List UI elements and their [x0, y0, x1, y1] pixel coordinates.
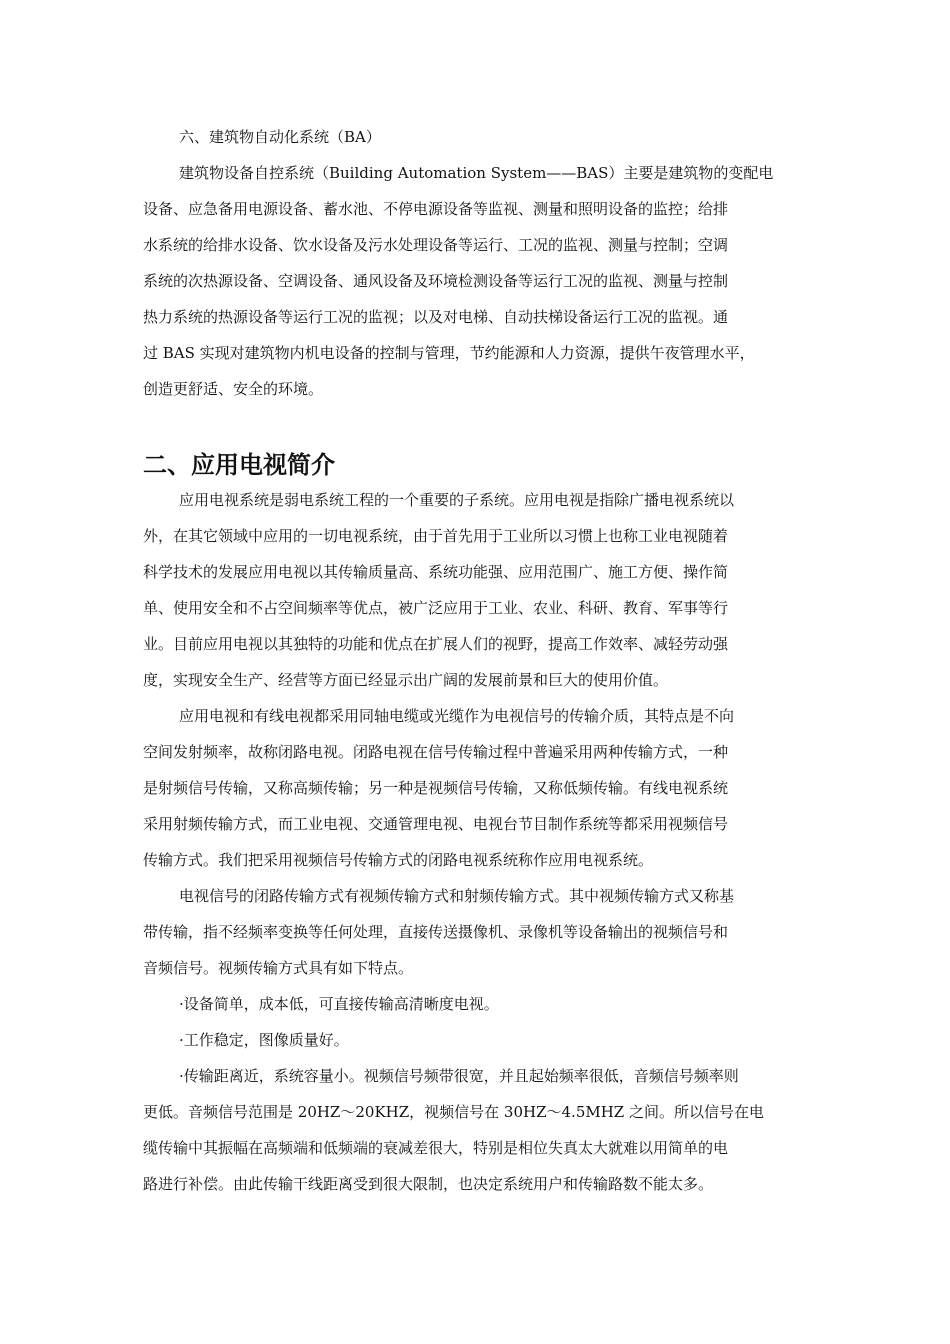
- body-text-line: 缆传输中其振幅在高频端和低频端的衰减差很大，特别是相位失真太大就难以用简单的电: [143, 1139, 729, 1157]
- body-text-line: 应用电视系统是弱电系统工程的一个重要的子系统。应用电视是指除广播电视系统以: [179, 491, 735, 509]
- body-text-line: 空间发射频率，故称闭路电视。闭路电视在信号传输过程中普遍采用两种传输方式，一种: [143, 743, 729, 761]
- body-text-line: 单、使用安全和不占空间频率等优点，被广泛应用于工业、农业、科研、教育、军事等行: [143, 599, 729, 617]
- body-text-line: 是射频信号传输，又称高频传输；另一种是视频信号传输，又称低频传输。有线电视系统: [143, 779, 729, 797]
- body-text-line: 音频信号。视频传输方式具有如下特点。: [143, 959, 414, 977]
- bullet-item: ·工作稳定，图像质量好。: [179, 1031, 349, 1049]
- body-text-line: 热力系统的热源设备等运行工况的监视；以及对电梯、自动扶梯设备运行工况的监视。通: [143, 308, 729, 326]
- body-text-line: 外，在其它领域中应用的一切电视系统，由于首先用于工业所以习惯上也称工业电视随着: [143, 527, 729, 545]
- body-text-line: 系统的次热源设备、空调设备、通风设备及环境检测设备等运行工况的监视、测量与控制: [143, 272, 729, 290]
- body-text-line: 带传输，指不经频率变换等任何处理，直接传送摄像机、录像机等设备输出的视频信号和: [143, 923, 729, 941]
- body-text-line: 路进行补偿。由此传输干线距离受到很大限制，也决定系统用户和传输路数不能太多。: [143, 1175, 714, 1193]
- body-text-line: 应用电视和有线电视都采用同轴电缆或光缆作为电视信号的传输介质，其特点是不向: [179, 707, 735, 725]
- body-text-line: 业。目前应用电视以其独特的功能和优点在扩展人们的视野，提高工作效率、减轻劳动强: [143, 635, 729, 653]
- bullet-item: ·设备简单，成本低，可直接传输高清晰度电视。: [179, 995, 499, 1013]
- body-text-line: 采用射频传输方式，而工业电视、交通管理电视、电视台节目制作系统等都采用视频信号: [143, 815, 729, 833]
- body-text-line: 电视信号的闭路传输方式有视频传输方式和射频传输方式。其中视频传输方式又称基: [179, 887, 735, 905]
- body-text-line: 度，实现安全生产、经营等方面已经显示出广阔的发展前景和巨大的使用价值。: [143, 671, 669, 689]
- body-text-line: 过 BAS 实现对建筑物内机电设备的控制与管理，节约能源和人力资源，提供午夜管理水平，: [143, 344, 755, 362]
- body-text-line: 创造更舒适、安全的环境。: [143, 380, 324, 398]
- body-text-line: 更低。音频信号范围是 20HZ～20KHZ，视频信号在 30HZ～4.5MHZ 之间。所以信号在电: [143, 1103, 765, 1121]
- body-text-line: 设备、应急备用电源设备、蓄水池、不停电源设备等监视、测量和照明设备的监控；给排: [143, 200, 729, 218]
- section-heading: 二、应用电视简介: [143, 451, 335, 479]
- body-text-line: 传输方式。我们把采用视频信号传输方式的闭路电视系统称作应用电视系统。: [143, 851, 654, 869]
- section-six-title: 六、建筑物自动化系统（BA）: [179, 128, 381, 146]
- body-text-line: 水系统的给排水设备、饮水设备及污水处理设备等运行、工况的监视、测量与控制；空调: [143, 236, 729, 254]
- body-text-line: 科学技术的发展应用电视以其传输质量高、系统功能强、应用范围广、施工方便、操作简: [143, 563, 729, 581]
- body-text-line: 建筑物设备自控系统（Building Automation System——BAS）主要是建筑物的变配电: [179, 164, 774, 182]
- bullet-item: ·传输距离近，系统容量小。视频信号频带很宽，并且起始频率很低，音频信号频率则: [179, 1067, 739, 1085]
